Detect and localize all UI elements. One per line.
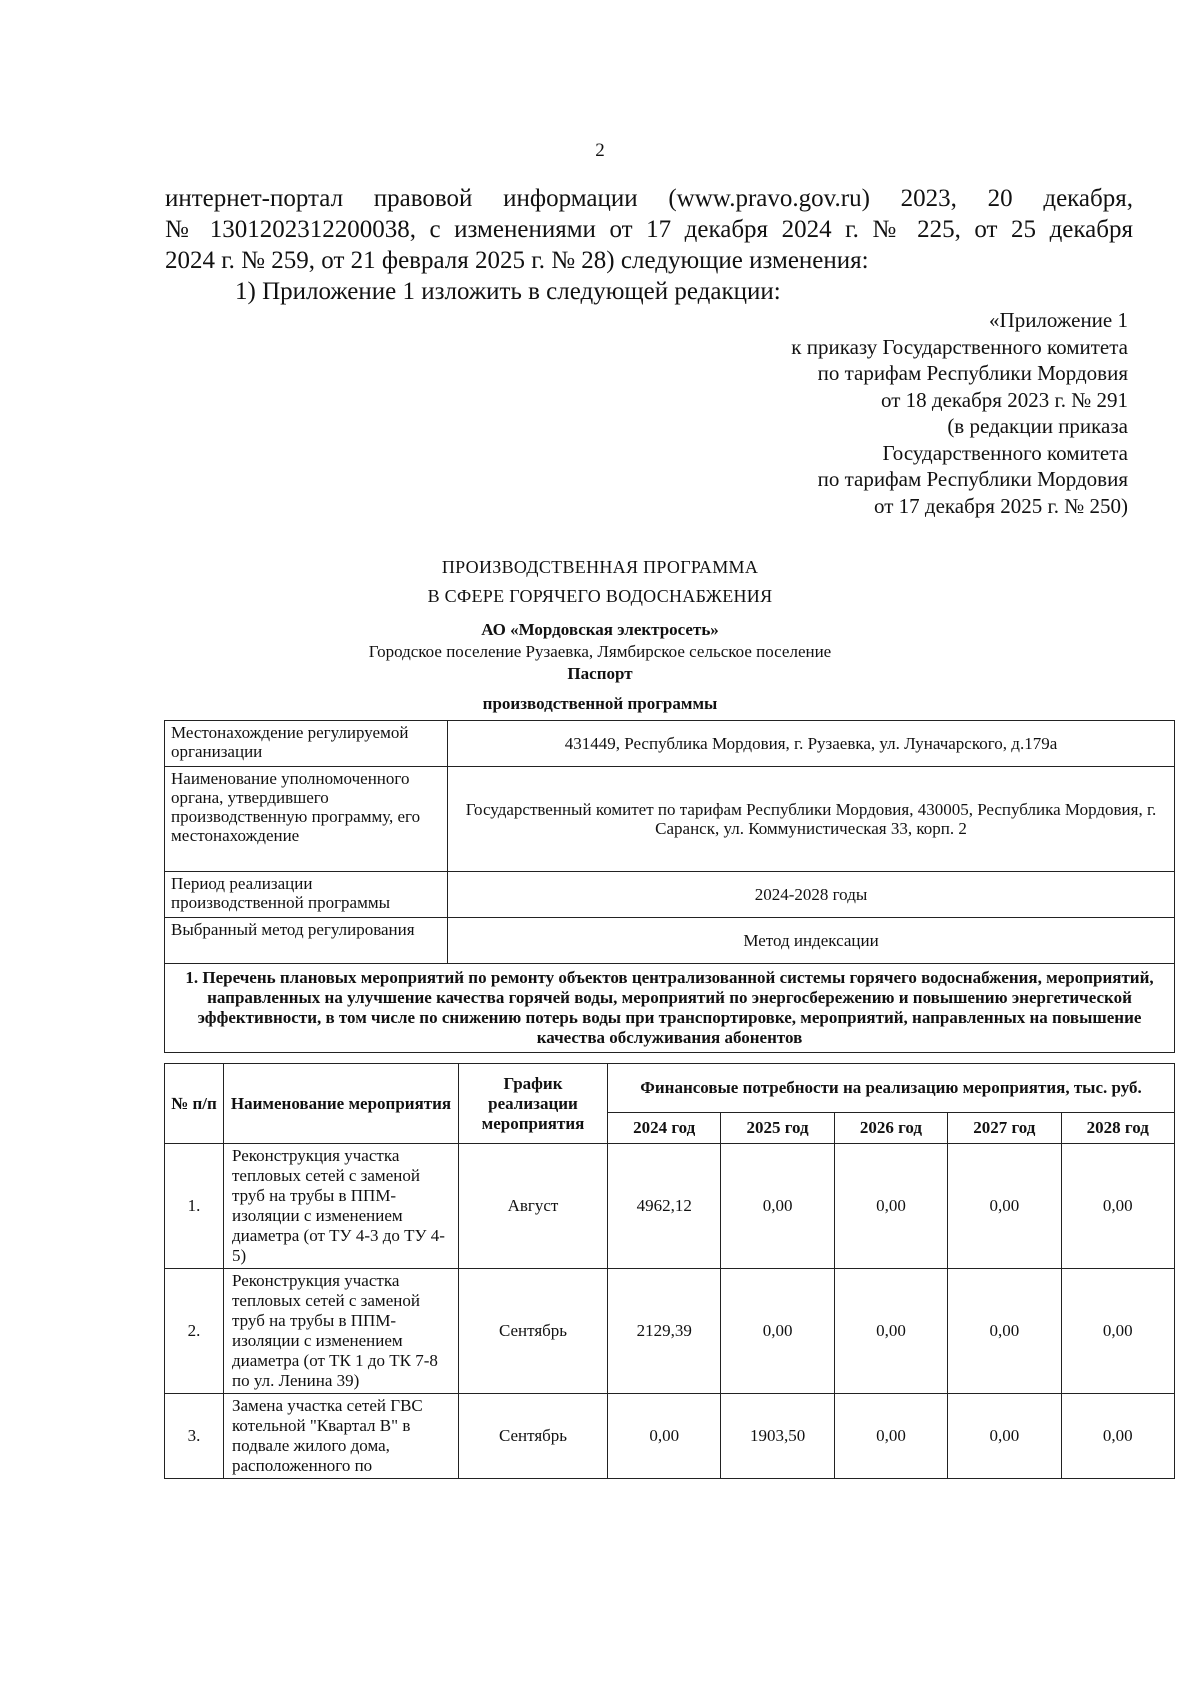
table-header-row (165, 1064, 1175, 1113)
row-name: Реконструкция участка тепловых сетей с заменой труб на трубы в ППМ-изоляции с изменением диаметра (от ТК 1 до ТК 7-8 по ул. Ленина 39) (224, 1269, 459, 1394)
passport-title: Паспорт (567, 664, 633, 683)
row-num: 3. (165, 1394, 224, 1479)
row-name: Замена участка сетей ГВС котельной "Квартал В" в подвале жилого дома, расположенного по (224, 1394, 459, 1479)
table-row (165, 767, 1175, 872)
row-num: 1. (165, 1144, 224, 1269)
row-value: 0,00 (1061, 1144, 1175, 1269)
passport-value: Государственный комитет по тарифам Республики Мордовия, 430005, Республика Мордовия, г. Саранск, ул. Коммунистическая 33, корп. 2 (448, 767, 1175, 872)
table-row (165, 872, 1175, 918)
row-value: 0,00 (834, 1269, 947, 1394)
row-value: 2129,39 (608, 1269, 721, 1394)
header-year: 2026 год (834, 1113, 947, 1144)
table-row (165, 918, 1175, 964)
passport-value: 2024-2028 годы (448, 872, 1175, 918)
row-value: 0,00 (834, 1144, 947, 1269)
row-value: 0,00 (608, 1394, 721, 1479)
passport-subtitle: производственной программы (482, 694, 718, 713)
row-value: 0,00 (948, 1144, 1061, 1269)
passport-label: Период реализации производственной программы (165, 872, 448, 918)
row-value: 0,00 (834, 1394, 947, 1479)
row-value: 1903,50 (721, 1394, 834, 1479)
appendix-line: (в редакции приказа (947, 414, 1128, 438)
intro-paragraph (165, 183, 1133, 307)
row-value: 0,00 (948, 1269, 1061, 1394)
row-name: Реконструкция участка тепловых сетей с заменой труб на трубы в ППМ-изоляции с изменением диаметра (от ТУ 4-3 до ТУ 4-5) (224, 1144, 459, 1269)
passport-table (164, 720, 1175, 1053)
header-year: 2028 год (1061, 1113, 1175, 1144)
table-row (165, 1144, 1175, 1269)
events-table (164, 1063, 1175, 1479)
document-title (0, 553, 1200, 715)
page-number: 2 (595, 140, 605, 161)
row-schedule: Сентябрь (459, 1394, 608, 1479)
row-value: 0,00 (948, 1394, 1061, 1479)
row-value: 4962,12 (608, 1144, 721, 1269)
appendix-line: от 18 декабря 2023 г. № 291 (881, 387, 1128, 412)
section-title: 1. Перечень плановых мероприятий по ремонту объектов централизованной системы горячего водоснабжения, мероприятий, направленных на улучшение качества горячей воды, мероприятий по энергосбережению и повышению энергетической эффективности, в том числе по снижению потерь воды при транспортировке, мероприятий, направленных на повышение качества обслуживания абонентов (165, 964, 1175, 1053)
passport-value: Метод индексации (448, 918, 1175, 964)
table-row (165, 964, 1175, 1053)
intro-list-item: 1) Приложение 1 изложить в следующей редакции: (235, 278, 781, 305)
header-schedule: График реализации мероприятия (459, 1064, 608, 1144)
organization-name: АО «Мордовская электросеть» (481, 620, 719, 639)
intro-line: 2024 г. № 259, от 21 февраля 2025 г. № 28) следующие изменения: (165, 247, 869, 274)
intro-line: интернет-портал правовой информации (www.pravo.gov.ru) 2023, 20 декабря, (165, 185, 1133, 212)
table-row (165, 1269, 1175, 1394)
row-num: 2. (165, 1269, 224, 1394)
row-value: 0,00 (1061, 1269, 1175, 1394)
title-line: ПРОИЗВОДСТВЕННАЯ ПРОГРАММА (441, 557, 759, 577)
header-year: 2024 год (608, 1113, 721, 1144)
appendix-line: по тарифам Республики Мордовия (817, 361, 1128, 385)
appendix-line: по тарифам Республики Мордовия (817, 467, 1128, 491)
header-year: 2025 год (721, 1113, 834, 1144)
row-value: 0,00 (721, 1269, 834, 1394)
passport-label: Местонахождение регулируемой организации (165, 721, 448, 767)
table-row (165, 721, 1175, 767)
passport-value: 431449, Республика Мордовия, г. Рузаевка, ул. Луначарского, д.179а (448, 721, 1175, 767)
title-line: В СФЕРЕ ГОРЯЧЕГО ВОДОСНАБЖЕНИЯ (427, 586, 773, 606)
row-schedule: Сентябрь (459, 1269, 608, 1394)
row-value: 0,00 (1061, 1394, 1175, 1479)
appendix-line: к приказу Государственного комитета (791, 334, 1128, 359)
header-finance: Финансовые потребности на реализацию мероприятия, тыс. руб. (608, 1064, 1175, 1113)
appendix-line: Государственного комитета (882, 440, 1128, 465)
header-num: № п/п (165, 1064, 224, 1144)
table-row (165, 1394, 1175, 1479)
passport-label: Наименование уполномоченного органа, утвердившего производственную программу, его местонахождение (165, 767, 448, 872)
header-name: Наименование мероприятия (224, 1064, 459, 1144)
settlement-name: Городское поселение Рузаевка, Лямбирское сельское поселение (368, 642, 832, 661)
appendix-header (628, 307, 1128, 519)
appendix-line: от 17 декабря 2025 г. № 250) (874, 493, 1128, 518)
passport-label: Выбранный метод регулирования (165, 918, 448, 964)
header-year: 2027 год (948, 1113, 1061, 1144)
intro-line: № 1301202312200038, с изменениями от 17 декабря 2024 г. № 225, от 25 декабря (165, 216, 1133, 243)
appendix-line: «Приложение 1 (989, 308, 1128, 332)
row-value: 0,00 (721, 1144, 834, 1269)
row-schedule: Август (459, 1144, 608, 1269)
